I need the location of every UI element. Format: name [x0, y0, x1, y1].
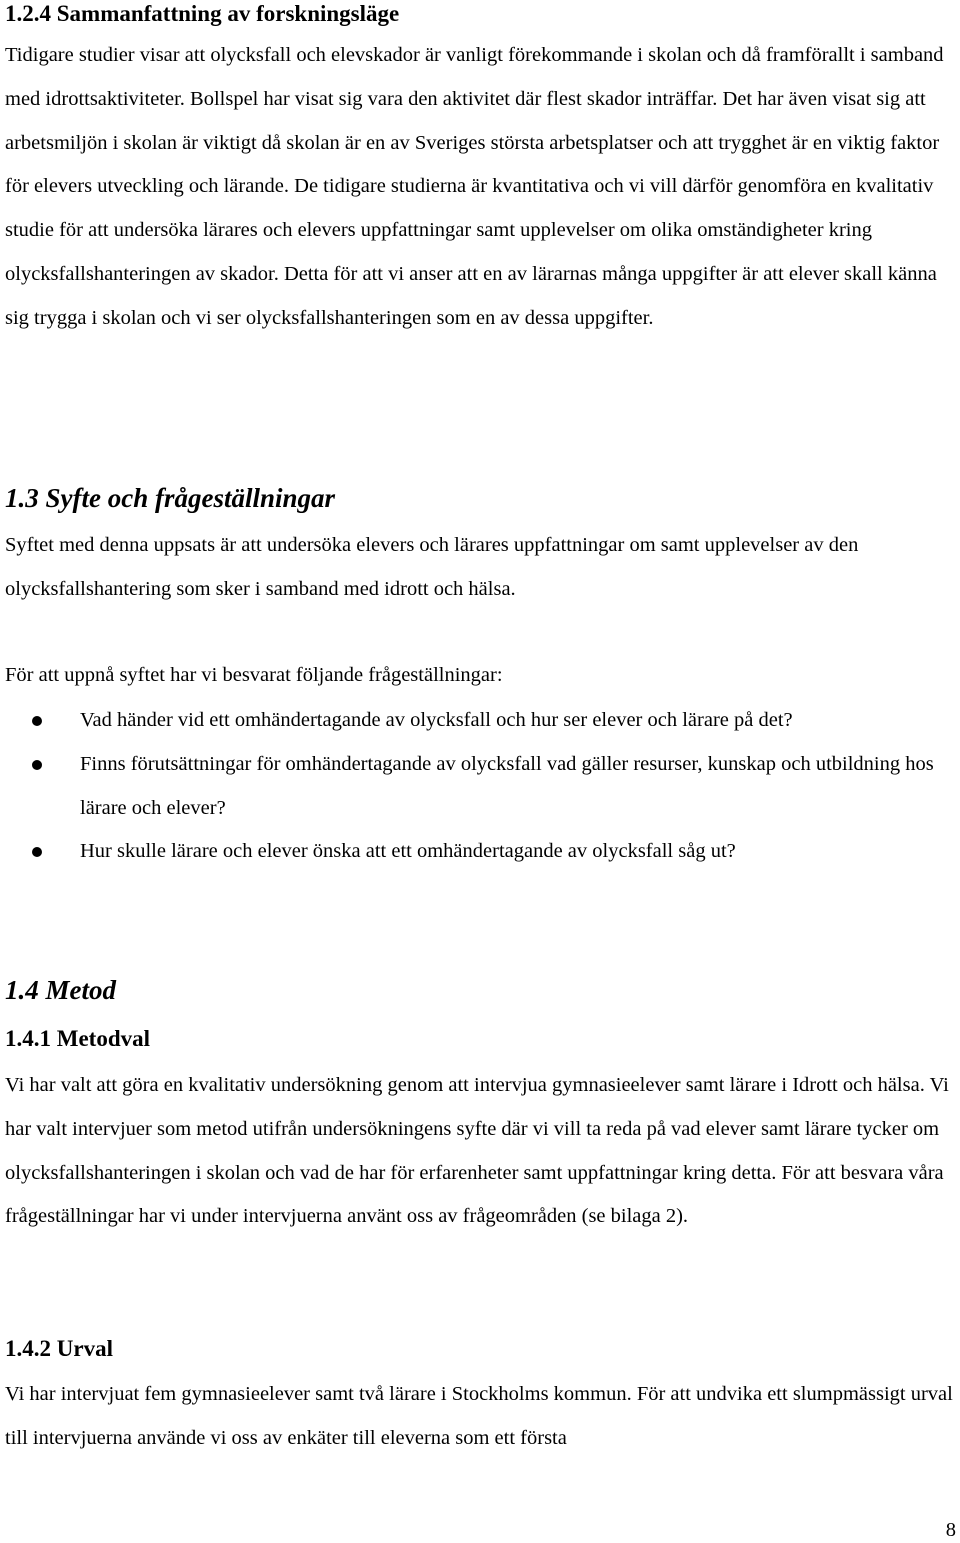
section-heading-1-4-1: 1.4.1 Metodval — [5, 1026, 151, 1051]
question-text: Finns förutsättningar för omhändertagande av olycksfall vad gäller resurser, kunskap och utbildning hos lärare och elever? — [80, 752, 934, 819]
section-heading-1-4-2: 1.4.2 Urval — [5, 1336, 113, 1361]
section-heading-1-3: 1.3 Syfte och frågeställningar — [5, 483, 336, 513]
question-text: Vad händer vid ett omhändertagande av olycksfall och hur ser elever och lärare på det? — [80, 709, 793, 731]
bullet-icon — [32, 760, 42, 770]
question-text: Hur skulle lärare och elever önska att ett omhändertagande av olycksfall såg ut? — [80, 840, 736, 863]
research-questions-list — [5, 699, 957, 874]
list-item — [5, 830, 957, 874]
page-number: 8 — [945, 1519, 956, 1541]
paragraph-research-summary: Tidigare studier visar att olycksfall och elevskador är vanligt förekommande i skolan och då framförallt i samband med idrottsaktiviteter. Bollspel har visat sig vara den aktivitet där flest skador inträffar. Det har även visat sig att arbetsmiljön i skolan är viktigt då skolan är en av Sveriges största arbetsplatser och att trygghet är en viktig faktor för elevers utveckling och lärande. De tidigare studierna är kvantitativa och vi vill därför genomföra en kvalitativ studie för att undersöka lärares och elevers uppfattningar samt upplevelser om olika omständigheter kring olycksfallshanteringen av skador. Detta för att vi anser att en av lärarnas många uppgifter är att elever skall känna sig trygga i skolan och vi ser olycksfallshanteringen som en av dessa uppgifter. — [5, 44, 944, 329]
section-heading-1-2-4: 1.2.4 Sammanfattning av forskningsläge — [5, 1, 400, 26]
paragraph-method-choice: Vi har valt att göra en kvalitativ undersökning genom att intervjua gymnasieelever samt lärare i Idrott och hälsa. Vi har valt intervjuer som metod utifrån undersökningens syfte där vi vill ta reda på vad elever samt lärare tycker om olycksfallshanteringen i skolan och vad de har för erfarenheter samt uppfattningar kring detta. För att besvara våra frågeställningar har vi under intervjuerna använt oss av frågeområden (se bilaga 2). — [5, 1074, 949, 1228]
list-item — [5, 743, 957, 831]
section-heading-1-4: 1.4 Metod — [5, 975, 116, 1005]
bullet-icon — [32, 716, 42, 726]
bullet-icon — [32, 847, 42, 857]
list-item — [5, 699, 957, 743]
paragraph-purpose: Syftet med denna uppsats är att undersöka elevers och lärares uppfattningar om samt upplevelser av den olycksfallshantering som sker i samband med idrott och hälsa. — [5, 534, 859, 600]
questions-intro: För att uppnå syftet har vi besvarat följande frågeställningar: — [5, 664, 503, 686]
paragraph-selection: Vi har intervjuat fem gymnasieelever samt två lärare i Stockholms kommun. För att undvika ett slumpmässigt urval till intervjuerna använde vi oss av enkäter till eleverna som ett första — [5, 1383, 953, 1449]
